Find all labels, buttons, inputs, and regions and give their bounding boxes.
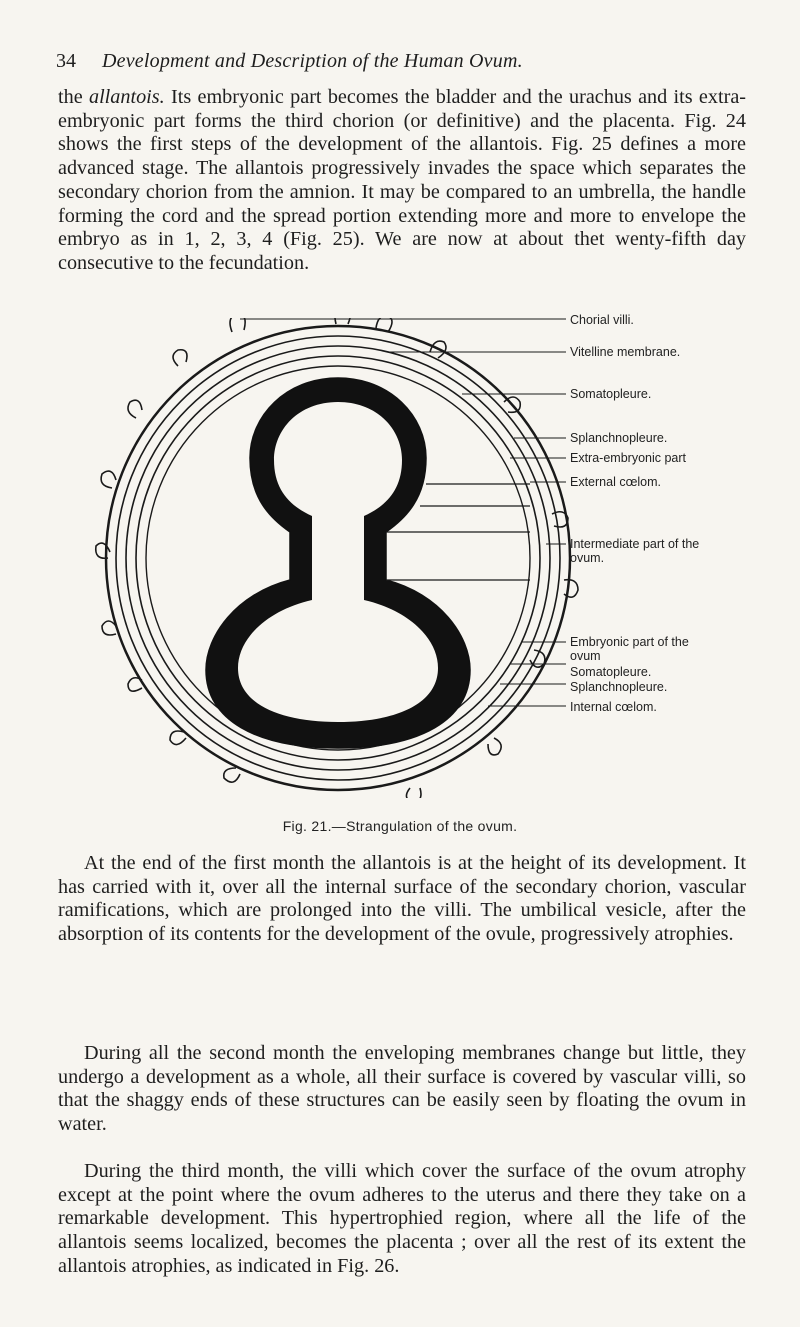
running-title: Development and Description of the Human Ovum. bbox=[102, 50, 523, 72]
figure-caption: Fig. 21.—Strangulation of the ovum. bbox=[282, 818, 518, 834]
label-vitelline-membrane: Vitelline membrane. bbox=[570, 345, 681, 359]
paragraph-3: During all the second month the enveloping membranes change but little, they undergo a development as a whole, all their surface is covered by vascular villi, so that the shaggy ends of these structures can be easily seen by floating the ovum in water. bbox=[58, 1042, 746, 1136]
paragraph-4: During the third month, the villi which cover the surface of the ovum atrophy except at the point where the ovum adheres to the uterus and there they take on a remarkable development. This hypertrophied region, where all the life of the allantois seems localized, becomes the placenta ; over all the rest of its extent the allantois atrophies, as indicated in Fig. 26. bbox=[58, 1160, 746, 1277]
villus-1 bbox=[230, 318, 245, 332]
villus-5 bbox=[128, 400, 142, 418]
villus-7 bbox=[96, 543, 110, 558]
villus-10 bbox=[170, 731, 186, 745]
villus-9 bbox=[128, 678, 142, 691]
villus-16 bbox=[530, 650, 545, 667]
paragraph-1-start: the bbox=[58, 86, 83, 108]
label-somatopleure: Somatopleure. bbox=[570, 387, 652, 401]
villus-4 bbox=[173, 350, 187, 366]
villus-11 bbox=[224, 768, 240, 782]
villus-8 bbox=[102, 621, 116, 635]
label-intermediate-part: Intermediate part of the ovum. bbox=[570, 537, 700, 565]
figure-strangulation-ovum bbox=[90, 313, 730, 798]
paragraph-1-text: Its embryonic part becomes the bladder and the urachus and its extra-embryonic part forms the third chorion (or definitive) and the placenta. Fig. 24 shows the first steps of the development of the allantois. Fig. 25 defines a more advanced stage. The allantois progressively invades the space which separates the secondary chorion from the amnion. It may be compared to an umbrella, the handle forming the cord and the spread portion extending more and more to envelope the embryo as in 1, 2, 3, 4 (Fig. 25). We are now at about thet wenty-fifth day consecutive to the fecundation. bbox=[58, 86, 747, 274]
running-header bbox=[56, 50, 756, 78]
villus-6 bbox=[101, 471, 116, 488]
villus-15 bbox=[564, 580, 578, 597]
label-extra-embryonic-part: Extra-embryonic part bbox=[570, 451, 687, 465]
paragraph-2: At the end of the first month the allantois is at the height of its development. It has carried with it, over all the internal surface of the secondary chorion, vascular ramifications, which are prolonged into the villi. The umbilical vesicle, after the absorption of its contents for the development of the ovule, progressively atrophies. bbox=[58, 852, 746, 946]
label-embryonic-part: Embryonic part of the ovum bbox=[570, 635, 689, 663]
label-internal-coelom: Internal cœlom. bbox=[570, 700, 657, 714]
label-somatopleure-2: Somatopleure. bbox=[570, 665, 652, 679]
villus-18 bbox=[406, 788, 421, 798]
paragraph-1 bbox=[58, 86, 746, 276]
term-allantois: allantois. bbox=[88, 86, 165, 108]
label-chorial-villi: Chorial villi. bbox=[570, 313, 634, 327]
label-splanchnopleure-2: Splanchnopleure. bbox=[570, 680, 668, 694]
villus-17 bbox=[488, 738, 501, 755]
label-splanchnopleure: Splanchnopleure. bbox=[570, 431, 668, 445]
label-external-coelom: External cœlom. bbox=[570, 475, 661, 489]
page-number: 34 bbox=[56, 50, 76, 72]
